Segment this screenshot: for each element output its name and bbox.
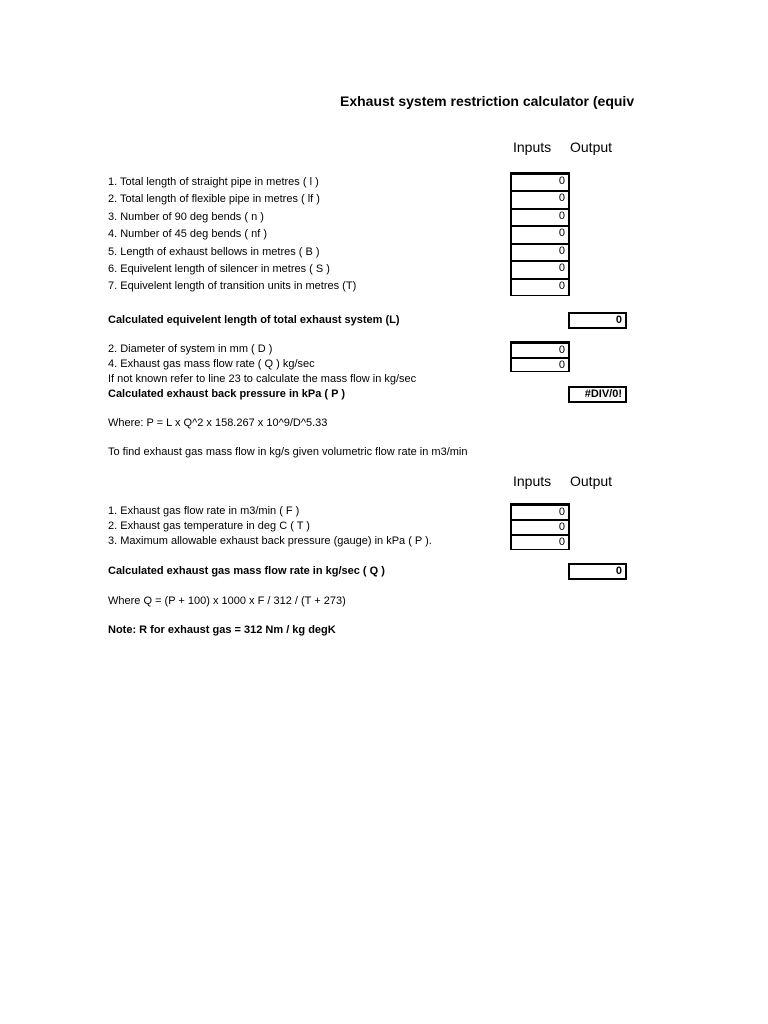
- to-find-note: To find exhaust gas mass flow in kg/s given volumetric flow rate in m3/min: [108, 446, 468, 458]
- row-label-flow-rate: 1. Exhaust gas flow rate in m3/min ( F ): [108, 505, 300, 517]
- row-label-90-bends: 3. Number of 90 deg bends ( n ): [108, 211, 264, 223]
- input-cell-flow-rate[interactable]: 0: [510, 504, 570, 519]
- input-cell-back-pressure[interactable]: 0: [510, 534, 570, 549]
- mass-flow-note: If not known refer to line 23 to calculate the mass flow in kg/sec: [108, 373, 417, 385]
- row-label-straight-pipe: 1. Total length of straight pipe in metres ( l ): [108, 176, 319, 188]
- calc-P-output: #DIV/0!: [568, 386, 627, 403]
- input-cell-transition[interactable]: 0: [510, 278, 570, 295]
- input-cell-temperature[interactable]: 0: [510, 519, 570, 534]
- input-cell-flexible-pipe[interactable]: 0: [510, 190, 570, 208]
- input-cell-diameter[interactable]: 0: [510, 342, 570, 357]
- page-title: Exhaust system restriction calculator (equiv: [340, 93, 635, 109]
- calc-Q-label: Calculated exhaust gas mass flow rate in kg/sec ( Q ): [108, 565, 385, 577]
- inputs-header: Inputs: [513, 139, 552, 155]
- row-label-silencer: 6. Equivelent length of silencer in metres ( S ): [108, 263, 330, 275]
- formula-Q: Where Q = (P + 100) x 1000 x F / 312 / (T + 273): [108, 595, 346, 607]
- input-cell-silencer[interactable]: 0: [510, 260, 570, 278]
- row-label-45-bends: 4. Number of 45 deg bends ( nf ): [108, 228, 267, 240]
- input-cell-90-bends[interactable]: 0: [510, 208, 570, 225]
- output-header-2: Output: [570, 473, 613, 489]
- calc-L-label: Calculated equivelent length of total exhaust system (L): [108, 314, 400, 326]
- row-label-bellows: 5. Length of exhaust bellows in metres ( B ): [108, 246, 320, 258]
- formula-P: Where: P = L x Q^2 x 158.267 x 10^9/D^5.33: [108, 417, 328, 429]
- row-label-flexible-pipe: 2. Total length of flexible pipe in metres ( lf ): [108, 193, 320, 205]
- input-cell-straight-pipe[interactable]: 0: [510, 173, 570, 190]
- row-label-mass-flow: 4. Exhaust gas mass flow rate ( Q ) kg/sec: [108, 358, 315, 370]
- input-cell-45-bends[interactable]: 0: [510, 225, 570, 243]
- input-cell-bellows[interactable]: 0: [510, 243, 570, 260]
- output-header: Output: [570, 139, 613, 155]
- input-cell-mass-flow[interactable]: 0: [510, 357, 570, 371]
- row-label-transition: 7. Equivelent length of transition units in metres (T): [108, 280, 357, 292]
- calc-P-label: Calculated exhaust back pressure in kPa ( P ): [108, 388, 346, 400]
- calc-Q-output: 0: [568, 563, 627, 580]
- inputs-header-2: Inputs: [513, 473, 552, 489]
- row-label-back-pressure: 3. Maximum allowable exhaust back pressure (gauge) in kPa ( P ).: [108, 535, 432, 547]
- row-label-temperature: 2. Exhaust gas temperature in deg C ( T ): [108, 520, 310, 532]
- calc-L-output: 0: [568, 312, 627, 329]
- row-label-diameter: 2. Diameter of system in mm ( D ): [108, 343, 273, 355]
- note-R: Note: R for exhaust gas = 312 Nm / kg degK: [108, 624, 336, 636]
